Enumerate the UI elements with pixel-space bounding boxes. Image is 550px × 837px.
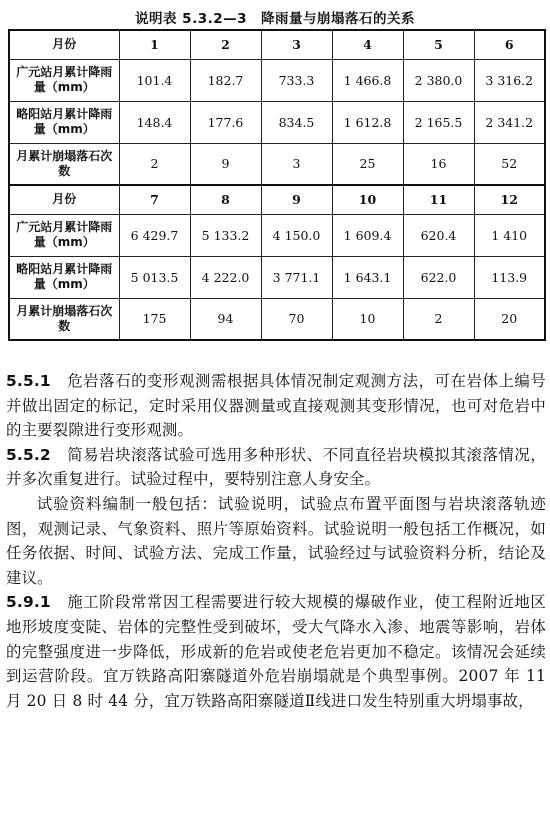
row-label: 略阳站月累计降雨量（mm） xyxy=(9,101,119,143)
month-header-cell: 月份 xyxy=(9,185,119,214)
value-cell: 3 316.2 xyxy=(474,59,545,101)
value-cell: 2 165.5 xyxy=(403,101,474,143)
value-cell: 2 xyxy=(119,143,190,185)
value-cell: 101.4 xyxy=(119,59,190,101)
paragraph-text: 危岩落石的变形观测需根据具体情况制定观测方法，可在岩体上编号并做出固定的标记，定时采用仪器测量或直接观测其变形情况，也可对危岩中的主要裂隙进行变形观测。 xyxy=(6,372,546,440)
paragraph-5-5-1 xyxy=(6,369,546,443)
value-cell: 10 xyxy=(332,298,403,340)
month-cell: 12 xyxy=(474,185,545,214)
value-cell: 4 150.0 xyxy=(261,214,332,256)
paragraph-5-5-2 xyxy=(6,443,546,492)
row-label: 月累计崩塌落石次数 xyxy=(9,143,119,185)
value-cell: 5 013.5 xyxy=(119,256,190,298)
paragraph-test-data xyxy=(6,492,546,590)
value-cell: 5 133.2 xyxy=(190,214,261,256)
body-text xyxy=(6,369,546,713)
paragraph-5-9-1 xyxy=(6,590,546,713)
value-cell: 1 466.8 xyxy=(332,59,403,101)
value-cell: 70 xyxy=(261,298,332,340)
table-row xyxy=(9,214,545,256)
table-row xyxy=(9,185,545,214)
value-cell: 148.4 xyxy=(119,101,190,143)
clause-number: 5.5.2 xyxy=(6,445,51,464)
value-cell: 622.0 xyxy=(403,256,474,298)
month-cell: 10 xyxy=(332,185,403,214)
month-cell: 8 xyxy=(190,185,261,214)
paragraph-text: 简易岩块滚落试验可选用多种形状、不同直径岩块模拟其滚落情况，并多次重复进行。试验过程中，要特别注意人身安全。 xyxy=(6,445,546,489)
table-row xyxy=(9,256,545,298)
month-cell: 1 xyxy=(119,30,190,59)
table-caption: 说明表 5.3.2—3 降雨量与崩塌落石的关系 xyxy=(134,11,416,27)
value-cell: 9 xyxy=(190,143,261,185)
month-cell: 11 xyxy=(403,185,474,214)
table-row xyxy=(9,59,545,101)
rainfall-rockfall-table xyxy=(8,29,546,341)
value-cell: 6 429.7 xyxy=(119,214,190,256)
month-header-cell: 月份 xyxy=(9,30,119,59)
value-cell: 834.5 xyxy=(261,101,332,143)
row-label: 广元站月累计降雨量（mm） xyxy=(9,59,119,101)
row-label: 略阳站月累计降雨量（mm） xyxy=(9,256,119,298)
value-cell: 20 xyxy=(474,298,545,340)
month-cell: 4 xyxy=(332,30,403,59)
month-cell: 9 xyxy=(261,185,332,214)
value-cell: 25 xyxy=(332,143,403,185)
value-cell: 1 643.1 xyxy=(332,256,403,298)
value-cell: 113.9 xyxy=(474,256,545,298)
row-label: 月累计崩塌落石次数 xyxy=(9,298,119,340)
value-cell: 3 771.1 xyxy=(261,256,332,298)
paragraph-text: 试验资料编制一般包括：试验说明，试验点布置平面图与岩块滚落轨迹图，观测记录、气象资料、照片等原始资料。试验说明一般包括工作概况，如任务依据、时间、试验方法、完成工作量，试验经过与试验资料分析，结论及建议。 xyxy=(6,494,546,587)
value-cell: 1 410 xyxy=(474,214,545,256)
clause-number: 5.5.1 xyxy=(6,372,51,390)
month-cell: 2 xyxy=(190,30,261,59)
table-row xyxy=(9,143,545,185)
value-cell: 177.6 xyxy=(190,101,261,143)
value-cell: 1 609.4 xyxy=(332,214,403,256)
value-cell: 2 380.0 xyxy=(403,59,474,101)
value-cell: 94 xyxy=(190,298,261,340)
paragraph-text: 施工阶段常常因工程需要进行较大规模的爆破作业，使工程附近地区地形坡度变陡、岩体的完整性受到破坏，受大气降水入渗、地震等影响，岩体的完整强度进一步降低，形成新的危岩或使老危岩更加不稳定。该情况会延续到运营阶段。宜万铁路高阳寨隧道外危岩崩塌就是个典型事例。2007 年 11 月 20 日 8 时 44 分，宜万铁路高阳寨隧道Ⅱ线进口发生特别重大坍塌事故， xyxy=(6,593,546,710)
value-cell: 2 341.2 xyxy=(474,101,545,143)
month-cell: 6 xyxy=(474,30,545,59)
table-row xyxy=(9,30,545,59)
value-cell: 52 xyxy=(474,143,545,185)
table-row xyxy=(9,101,545,143)
value-cell: 2 xyxy=(403,298,474,340)
value-cell: 733.3 xyxy=(261,59,332,101)
row-label: 广元站月累计降雨量（mm） xyxy=(9,214,119,256)
value-cell: 175 xyxy=(119,298,190,340)
value-cell: 3 xyxy=(261,143,332,185)
month-cell: 5 xyxy=(403,30,474,59)
clause-number: 5.9.1 xyxy=(6,593,51,612)
month-cell: 7 xyxy=(119,185,190,214)
value-cell: 620.4 xyxy=(403,214,474,256)
value-cell: 182.7 xyxy=(190,59,261,101)
table-row xyxy=(9,298,545,340)
value-cell: 4 222.0 xyxy=(190,256,261,298)
value-cell: 16 xyxy=(403,143,474,185)
value-cell: 1 612.8 xyxy=(332,101,403,143)
month-cell: 3 xyxy=(261,30,332,59)
